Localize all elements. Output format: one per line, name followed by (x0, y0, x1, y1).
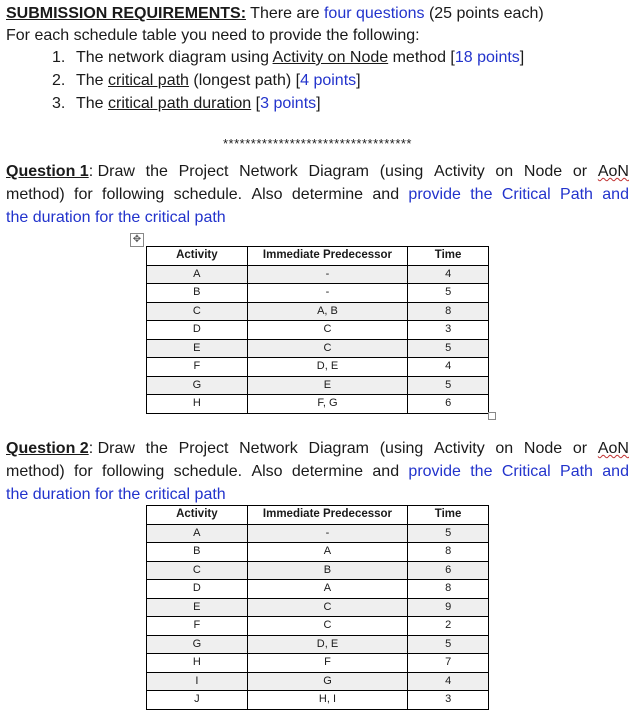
question-word: Node (523, 163, 563, 180)
question-2-text (6, 437, 629, 506)
requirement-underlined: critical path (108, 72, 189, 89)
question-line (6, 160, 629, 183)
activity-cell: I (147, 672, 248, 691)
activity-cell: A (147, 265, 248, 284)
activity-cell: E (147, 339, 248, 358)
predecessor-cell: D, E (247, 635, 408, 654)
activity-cell: A (147, 524, 248, 543)
header-intro-pre: There are (246, 5, 324, 22)
time-cell: 5 (408, 284, 489, 303)
activity-cell: C (147, 561, 248, 580)
table-row (147, 395, 489, 414)
question-word: on (495, 440, 514, 457)
question-word: schedule. (173, 463, 243, 480)
question-word: Network (239, 163, 298, 180)
time-cell: 3 (408, 691, 489, 710)
predecessor-cell: H, I (247, 691, 408, 710)
question-word: Path (560, 186, 593, 203)
table-row (147, 358, 489, 377)
question-line (6, 183, 629, 206)
predecessor-cell: F (247, 654, 408, 673)
question-label-group (6, 437, 135, 460)
question-word: for (74, 463, 93, 480)
header-title: SUBMISSION REQUIREMENTS: (6, 5, 247, 22)
table-row (147, 524, 489, 543)
separator-stars: ********************************** (222, 136, 412, 151)
requirement-text: method [ (388, 49, 455, 66)
question-word: and (372, 186, 400, 203)
predecessor-cell: G (247, 672, 408, 691)
question-line (6, 460, 629, 483)
question-word: Project (178, 163, 229, 180)
requirement-points: 3 points (260, 95, 317, 112)
question-word: : Draw (88, 163, 135, 180)
question-word: schedule. (173, 186, 243, 203)
requirement-text: ] (519, 49, 525, 66)
table-header: Time (408, 247, 489, 266)
requirement-text: ] (316, 95, 321, 112)
question-word: and (602, 186, 629, 203)
schedule-table-q1 (146, 246, 489, 414)
activity-cell: E (147, 598, 248, 617)
requirement-number: 2. (52, 72, 66, 89)
requirement-item (52, 94, 321, 114)
predecessor-cell: C (247, 598, 408, 617)
question-word: determine (291, 463, 364, 480)
submission-header (6, 4, 544, 24)
question-word: method) (6, 463, 65, 480)
requirement-points: 18 points (454, 49, 520, 66)
predecessor-cell: F, G (247, 395, 408, 414)
predecessor-cell: D, E (247, 358, 408, 377)
question-word: the (145, 163, 168, 180)
activity-cell: G (147, 376, 248, 395)
question-line (6, 437, 629, 460)
question-word: determine (291, 186, 364, 203)
question-label-group (6, 160, 135, 183)
activity-cell: C (147, 302, 248, 321)
table-row (147, 580, 489, 599)
table-resize-handle[interactable] (488, 412, 496, 420)
question-word: and (602, 463, 629, 480)
question-word: the (470, 463, 493, 480)
text-cursor (488, 302, 489, 320)
predecessor-cell: A (247, 580, 408, 599)
activity-cell: D (147, 580, 248, 599)
question-word: Also (251, 186, 283, 203)
table-row (147, 635, 489, 654)
time-cell: 2 (408, 617, 489, 636)
question-word: (using (379, 163, 424, 180)
question-word: the (145, 440, 168, 457)
schedule-table-q2 (146, 505, 489, 710)
activity-cell: B (147, 284, 248, 303)
time-cell: 5 (408, 339, 489, 358)
time-cell: 6 (408, 561, 489, 580)
activity-cell: F (147, 358, 248, 377)
requirement-item (52, 71, 361, 91)
time-cell: 5 (408, 376, 489, 395)
predecessor-cell: C (247, 339, 408, 358)
question-word: (using (379, 440, 424, 457)
time-cell: 5 (408, 635, 489, 654)
requirement-text: [ (251, 95, 261, 112)
header-intro-post: (25 points each) (424, 5, 544, 22)
time-cell: 3 (408, 321, 489, 340)
table-move-handle-icon[interactable]: ✥ (130, 233, 144, 247)
table-header: Immediate Predecessor (247, 506, 408, 525)
requirement-underlined: Activity on Node (272, 49, 389, 66)
question-word: Network (239, 440, 298, 457)
requirement-number: 3. (52, 95, 66, 112)
predecessor-cell: E (247, 376, 408, 395)
requirement-text: ] (356, 72, 361, 89)
header-intro-highlight: four questions (323, 5, 425, 22)
question-word: on (495, 163, 514, 180)
question-word: Critical (501, 186, 551, 203)
header-line2: For each schedule table you need to provide the following: (6, 27, 420, 44)
table-header: Time (408, 506, 489, 525)
question-word: Diagram (308, 163, 369, 180)
activity-cell: H (147, 654, 248, 673)
activity-cell: H (147, 395, 248, 414)
question-word: method) (6, 186, 65, 203)
requirement-underlined: critical path duration (108, 95, 252, 112)
table-row (147, 617, 489, 636)
question-1-text (6, 160, 629, 229)
question-word: Diagram (308, 440, 369, 457)
time-cell: 8 (408, 580, 489, 599)
predecessor-cell: C (247, 321, 408, 340)
table-row (147, 561, 489, 580)
question-label: Question 2 (6, 440, 89, 457)
question-word: AoN (597, 440, 629, 457)
table-row (147, 672, 489, 691)
table-row (147, 284, 489, 303)
time-cell: 6 (408, 395, 489, 414)
question-word: Node (523, 440, 563, 457)
activity-cell: B (147, 543, 248, 562)
question-word: provide (408, 186, 461, 203)
question-word: Also (251, 463, 283, 480)
predecessor-cell: A, B (247, 302, 408, 321)
predecessor-cell: C (247, 617, 408, 636)
question-word: the (470, 186, 493, 203)
table-row (147, 376, 489, 395)
activity-cell: G (147, 635, 248, 654)
question-word: or (572, 163, 588, 180)
table-row (147, 654, 489, 673)
activity-cell: D (147, 321, 248, 340)
table-row (147, 302, 489, 321)
requirement-number: 1. (52, 49, 66, 66)
activity-cell: J (147, 691, 248, 710)
table-header: Immediate Predecessor (247, 247, 408, 266)
question-word: Project (178, 440, 229, 457)
table-row (147, 321, 489, 340)
predecessor-cell: - (247, 284, 408, 303)
requirement-text: The (76, 95, 109, 112)
time-cell: 8 (408, 543, 489, 562)
question-word: Critical (501, 463, 551, 480)
question-line: the duration for the critical path (6, 486, 226, 503)
table-row (147, 598, 489, 617)
question-word: provide (408, 463, 461, 480)
question-word: and (372, 463, 400, 480)
time-cell: 4 (408, 265, 489, 284)
table-row (147, 691, 489, 710)
predecessor-cell: B (247, 561, 408, 580)
table-header: Activity (147, 247, 248, 266)
time-cell: 5 (408, 524, 489, 543)
activity-cell: F (147, 617, 248, 636)
predecessor-cell: - (247, 524, 408, 543)
question-word: following (102, 463, 165, 480)
question-word: or (572, 440, 588, 457)
question-word: Activity (434, 440, 485, 457)
requirement-text: The network diagram using (76, 49, 273, 66)
table-row (147, 339, 489, 358)
question-word: Activity (434, 163, 485, 180)
time-cell: 4 (408, 672, 489, 691)
time-cell: 8 (408, 302, 489, 321)
requirement-points: 4 points (300, 72, 357, 89)
requirement-text: (longest path) [ (188, 72, 301, 89)
predecessor-cell: A (247, 543, 408, 562)
question-word: Path (560, 463, 593, 480)
question-label: Question 1 (6, 163, 89, 180)
predecessor-cell: - (247, 265, 408, 284)
question-line: the duration for the critical path (6, 209, 226, 226)
time-cell: 7 (408, 654, 489, 673)
question-word: for (74, 186, 93, 203)
question-word: AoN (597, 163, 629, 180)
time-cell: 4 (408, 358, 489, 377)
table-header: Activity (147, 506, 248, 525)
table-row (147, 265, 489, 284)
time-cell: 9 (408, 598, 489, 617)
table-row (147, 543, 489, 562)
question-word: : Draw (88, 440, 135, 457)
requirement-text: The (76, 72, 109, 89)
question-word: following (102, 186, 165, 203)
requirement-item (52, 48, 524, 68)
